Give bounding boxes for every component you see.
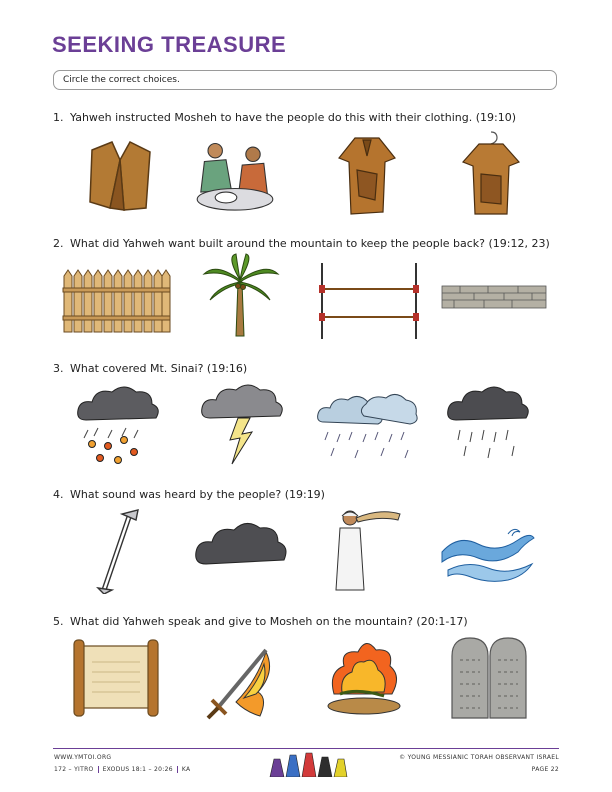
question-number: 1. <box>53 111 64 124</box>
option-cloud-with-fire-hail[interactable] <box>72 380 162 470</box>
footer-level: KA <box>181 766 191 773</box>
question-number: 2. <box>53 237 64 250</box>
page-title: SEEKING TREASURE <box>52 32 287 57</box>
question-number: 5. <box>53 615 64 628</box>
footer-copyright: © YOUNG MESSIANIC TORAH OBSERVANT ISRAEL <box>399 754 559 761</box>
option-flaming-sword[interactable] <box>196 632 286 722</box>
question-3 <box>53 362 247 375</box>
option-wind-waves[interactable] <box>438 504 538 594</box>
option-scroll[interactable] <box>68 632 164 722</box>
page-number: PAGE 22 <box>531 766 559 773</box>
question-text: What sound was heard by the people? (19:19) <box>70 488 325 501</box>
option-burning-bush[interactable] <box>318 632 408 722</box>
question-text: Yahweh instructed Mosheh to have the people do this with their clothing. (19:10) <box>70 111 516 124</box>
option-rain-clouds[interactable] <box>316 380 420 470</box>
option-stone-tablets[interactable] <box>446 632 536 722</box>
option-palm-tree[interactable] <box>196 252 286 342</box>
question-text: What did Yahweh want built around the mountain to keep the people back? (19:12, 23) <box>70 237 550 250</box>
footer-info <box>54 766 190 773</box>
option-silver-trumpets[interactable] <box>76 504 166 594</box>
question-1 <box>53 111 516 124</box>
instructions-box: Circle the correct choices. <box>53 70 557 90</box>
divider <box>177 766 178 773</box>
option-wooden-fence[interactable] <box>62 252 172 342</box>
question-5 <box>53 615 468 628</box>
footer-reference: EXODUS 18:1 – 20:26 <box>102 766 173 773</box>
option-leather-vest[interactable] <box>72 130 162 220</box>
footer-website[interactable]: WWW.YMTOI.ORG <box>54 754 112 761</box>
option-dark-rain-cloud[interactable] <box>442 380 532 470</box>
option-robe-on-hanger[interactable] <box>446 130 536 220</box>
footer-code: 172 – YITRO <box>54 766 94 773</box>
ymtoi-logo-icon <box>268 751 348 777</box>
footer-rule <box>53 748 559 749</box>
question-2 <box>53 237 550 250</box>
question-text: What did Yahweh speak and give to Mosheh on the mountain? (20:1-17) <box>70 615 468 628</box>
question-4 <box>53 488 325 501</box>
option-stone-wall[interactable] <box>440 252 548 342</box>
option-rope-barrier[interactable] <box>318 255 422 345</box>
question-text: What covered Mt. Sinai? (19:16) <box>70 362 248 375</box>
option-man-blowing-shofar[interactable] <box>320 504 410 594</box>
divider <box>98 766 99 773</box>
option-tattered-robe[interactable] <box>322 130 412 220</box>
option-cloud-with-lightning[interactable] <box>196 380 286 470</box>
option-women-washing-clothes[interactable] <box>190 130 280 220</box>
question-number: 3. <box>53 362 64 375</box>
option-dark-cloud[interactable] <box>192 504 292 594</box>
question-number: 4. <box>53 488 64 501</box>
